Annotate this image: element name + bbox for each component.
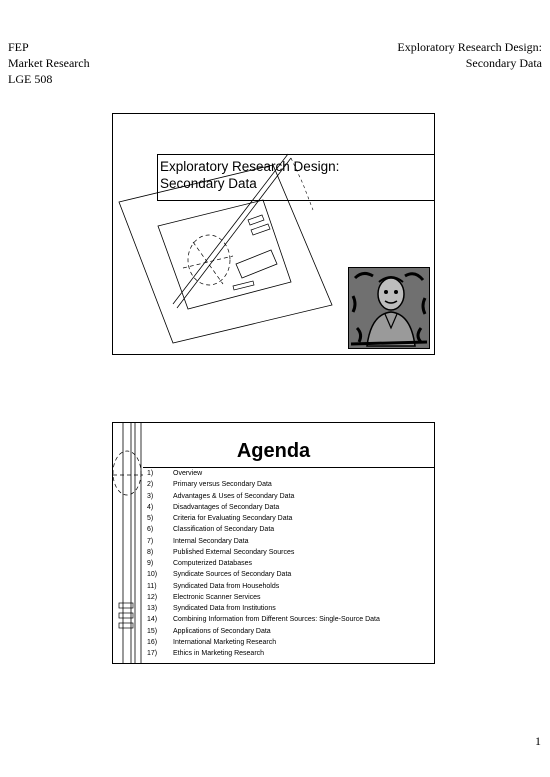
slide-thumbnail-1: [112, 113, 435, 355]
agenda-item-text: Disadvantages of Secondary Data: [173, 503, 280, 511]
slide1-title-line1: Exploratory Research Design:: [160, 159, 340, 174]
agenda-item: [143, 536, 434, 547]
agenda-item: [143, 581, 434, 592]
agenda-item-text: Criteria for Evaluating Secondary Data: [173, 515, 293, 522]
agenda-item-text: Advantages & Uses of Secondary Data: [173, 492, 295, 500]
agenda-item-number: 17): [147, 650, 158, 657]
agenda-item-number: 4): [147, 503, 154, 511]
agenda-item-text: Syndicate Sources of Secondary Data: [173, 571, 292, 579]
agenda-item-text: Internal Secondary Data: [173, 537, 249, 545]
agenda-item-number: 6): [147, 526, 154, 534]
agenda-item-number: 2): [147, 481, 154, 489]
portrait-cartoon-icon: [348, 267, 430, 349]
agenda-item-text: Syndicated Data from Institutions: [173, 605, 276, 612]
agenda-item-text: Computerized Databases: [173, 560, 252, 567]
agenda-item: [143, 547, 434, 558]
agenda-item: [143, 479, 434, 490]
agenda-item-number: 1): [147, 470, 154, 477]
agenda-item-text: Combining Information from Different Sources: Single-Source Data: [173, 616, 380, 624]
agenda-item-number: 11): [147, 582, 157, 590]
agenda-item-number: 16): [147, 638, 158, 646]
agenda-item: [143, 614, 434, 625]
slide1-title: [160, 158, 339, 192]
agenda-item: [143, 569, 434, 580]
agenda-item-number: 15): [147, 627, 158, 635]
agenda-item: [143, 524, 434, 535]
agenda-item: [143, 513, 434, 524]
agenda-item-text: Classification of Secondary Data: [173, 526, 275, 534]
agenda-item-text: Electronic Scanner Services: [173, 593, 261, 601]
agenda-item-text: Applications of Secondary Data: [173, 627, 271, 635]
agenda-item-number: 7): [147, 537, 154, 545]
agenda-item: [143, 637, 434, 648]
slide1-title-line2: Secondary Data: [160, 176, 257, 191]
agenda-item: [143, 468, 434, 479]
agenda-item-number: 13): [147, 605, 158, 612]
agenda-item-text: Syndicated Data from Households: [173, 582, 280, 590]
header-right: [397, 39, 542, 71]
agenda-item-number: 9): [147, 560, 154, 567]
slide2-title: Agenda: [236, 440, 311, 462]
agenda-item-number: 8): [147, 548, 154, 556]
agenda-item-number: 10): [147, 571, 158, 579]
header-course-code: FEP: [8, 40, 29, 54]
agenda-item-number: 14): [147, 616, 158, 624]
agenda-item-number: 12): [147, 593, 158, 601]
agenda-item-text: Ethics in Marketing Research: [173, 650, 265, 657]
agenda-item-text: Overview: [173, 470, 203, 477]
agenda-item-number: 3): [147, 492, 154, 500]
agenda-item-number: 5): [147, 515, 154, 522]
agenda-list: [143, 467, 434, 659]
header-topic-line2: Secondary Data: [465, 56, 542, 70]
agenda-item: [143, 603, 434, 614]
agenda-item: [143, 558, 434, 569]
agenda-item: [143, 502, 434, 513]
header-left: [8, 39, 90, 87]
agenda-item: [143, 491, 434, 502]
page-number: 1: [535, 734, 541, 748]
agenda-item-text: International Marketing Research: [173, 638, 277, 646]
agenda-item: [143, 648, 434, 659]
agenda-item-text: Primary versus Secondary Data: [173, 481, 272, 489]
header-course-name: Market Research: [8, 56, 90, 70]
header-course-id: LGE 508: [8, 72, 53, 86]
agenda-item: [143, 626, 434, 637]
agenda-item-text: Published External Secondary Sources: [173, 548, 295, 556]
slide-thumbnail-2: [112, 422, 435, 664]
header-topic-line1: Exploratory Research Design:: [397, 40, 542, 54]
agenda-item: [143, 592, 434, 603]
